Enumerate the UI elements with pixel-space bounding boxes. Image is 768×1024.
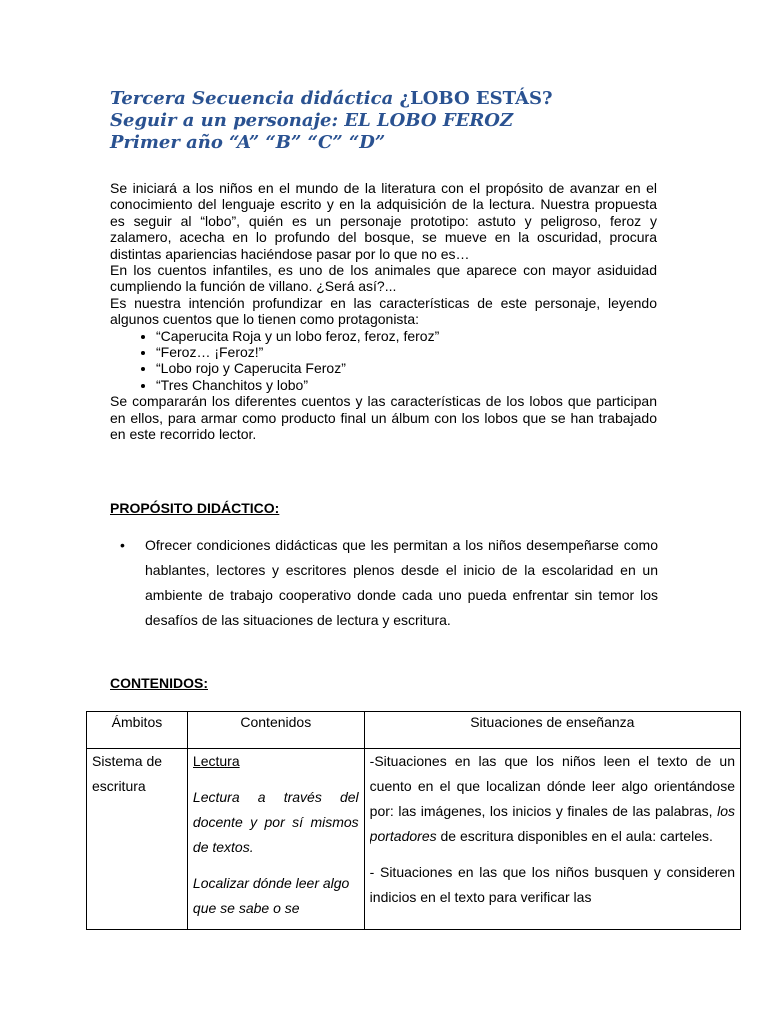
title-block [110, 88, 553, 154]
cell-ambito [87, 749, 188, 930]
purpose-section [120, 533, 658, 633]
situacion-1-text-b: de escritura disponibles en el aula: carteles. [436, 828, 713, 844]
title-line-1 [110, 88, 553, 110]
situacion-1-text-a: -Situaciones en las que los niños leen el texto de un cuento en el que localizan dónde leer algo orientándose por: las imágenes, los inicios y finales de las palabras, [369, 753, 735, 819]
situacion-1 [370, 749, 735, 849]
purpose-heading: PROPÓSITO DIDÁCTICO: [110, 500, 280, 516]
title-line-3: Primer año “A” “B” “C” “D” [110, 132, 386, 153]
intro-paragraph-4: Se compararán los diferentes cuentos y las características de los lobos que participan en ellos, para armar como producto final un álbum con los lobos que se han trabajado en este recorrido lector. [110, 393, 657, 443]
title-sequence-label: Tercera Secuencia didáctica [110, 88, 400, 109]
table-row [87, 749, 741, 930]
story-item: • “Caperucita Roja y un lobo feroz, feroz, feroz” [156, 328, 657, 344]
title-sequence-name: ¿LOBO ESTÁS? [399, 88, 553, 109]
story-item: • “Feroz… ¡Feroz!” [156, 344, 657, 360]
contents-heading: CONTENIDOS: [110, 675, 208, 691]
header-ambitos: Ámbitos [87, 712, 188, 749]
bullet-icon: • [120, 537, 125, 553]
story-item: • “Tres Chanchitos y lobo” [156, 377, 657, 393]
header-situaciones: Situaciones de enseñanza [364, 712, 740, 749]
contenido-item-1: Lectura a través del docente y por sí mismos de textos. [192, 789, 359, 855]
contenido-item-2: Localizar dónde leer algo que se sabe o se [192, 875, 350, 916]
intro-paragraph-3: Es nuestra intención profundizar en las características de este personaje, leyendo algunos cuentos que lo tienen como protagonista: [110, 294, 657, 328]
contenido-title: Lectura [192, 753, 240, 769]
cell-situaciones [364, 749, 740, 930]
situacion-1-italic: los portadores [369, 803, 735, 844]
header-contenidos: Contenidos [187, 712, 364, 749]
stories-list [110, 328, 657, 394]
story-item: • “Lobo rojo y Caperucita Feroz” [156, 360, 657, 376]
title-line-2: Seguir a un personaje: EL LOBO FEROZ [110, 110, 514, 131]
situacion-2: - Situaciones en las que los niños busquen y consideren indicios en el texto para verificar las [369, 864, 735, 905]
cell-contenido [187, 749, 364, 930]
intro-paragraph-1: Se iniciará a los niños en el mundo de la literatura con el propósito de avanzar en el conocimiento del lenguaje escrito y en la adquisición de la lectura. Nuestra propuesta es seguir al “lobo”, quién es un personaje prototipo: astuto y peligroso, feroz y zalamero, acecha en lo profundo del bosque, se mueve en la oscuridad, procura distintas apariencias haciéndose pasar por lo que no es… [110, 180, 657, 262]
table-header-row [87, 712, 741, 749]
purpose-text: Ofrecer condiciones didácticas que les permitan a los niños desempeñarse como hablantes, lectores y escritores plenos desde el inicio de la escolaridad en un ambiente de trabajo cooperativo donde cada uno pueda enfrentar sin temor los desafíos de las situaciones de lectura y escritura. [145, 537, 658, 628]
intro-section [110, 180, 657, 443]
contents-table [86, 711, 741, 930]
intro-paragraph-2: En los cuentos infantiles, es uno de los animales que aparece con mayor asiduidad cumpliendo la función de villano. ¿Será así?... [110, 262, 657, 295]
ambito-text: Sistema de escritura [92, 753, 163, 794]
